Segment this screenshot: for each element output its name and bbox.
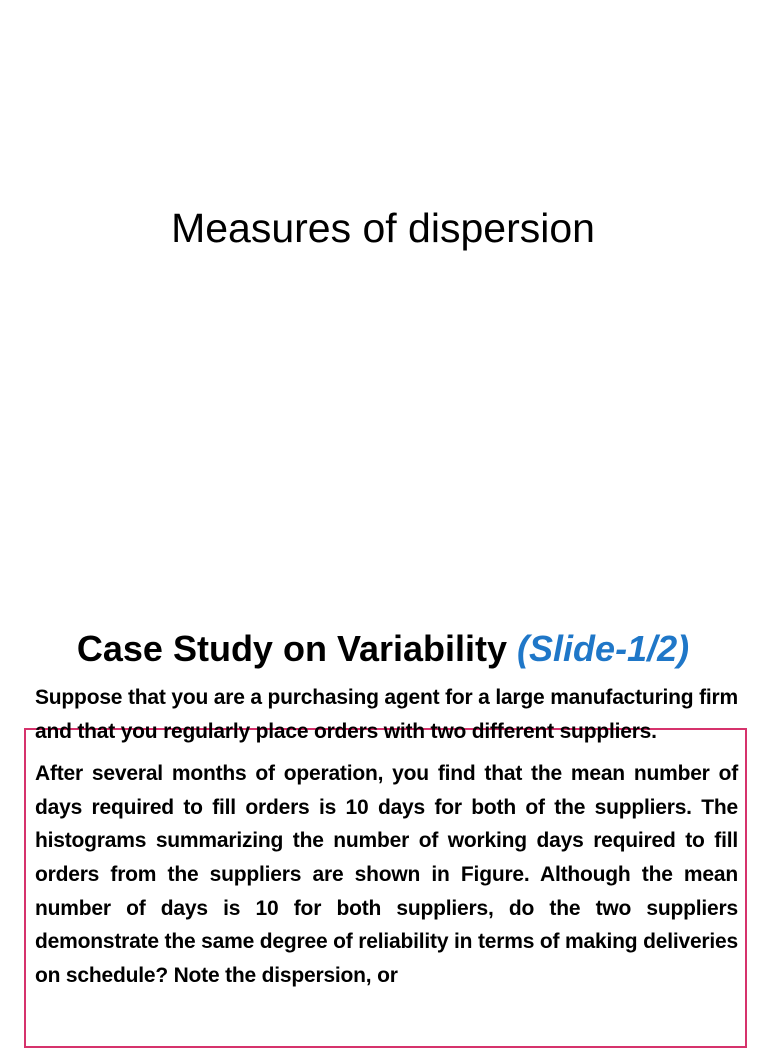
slide-number-tag: (Slide-1/2) [517, 628, 690, 669]
case-study-body [35, 681, 738, 992]
slide-title: Measures of dispersion [171, 205, 595, 251]
paragraph-question: After several months of operation, you find that the mean number of days required to fill orders is 10 days for both of the suppliers. The histograms summarizing the number of working days required to fill orders from the suppliers are shown in Figure. Although the mean number of days is 10 for both suppliers, do the two suppliers demonstrate the same degree of reliability in terms of making deliveries on schedule? Note the dispersion, or [35, 762, 738, 987]
case-study-heading-text: Case Study on Variability [76, 628, 508, 669]
paragraph-intro: Suppose that you are a purchasing agent for a large manufacturing firm and that you regularly place orders with two different suppliers. [35, 686, 738, 743]
case-study-heading [0, 622, 766, 676]
